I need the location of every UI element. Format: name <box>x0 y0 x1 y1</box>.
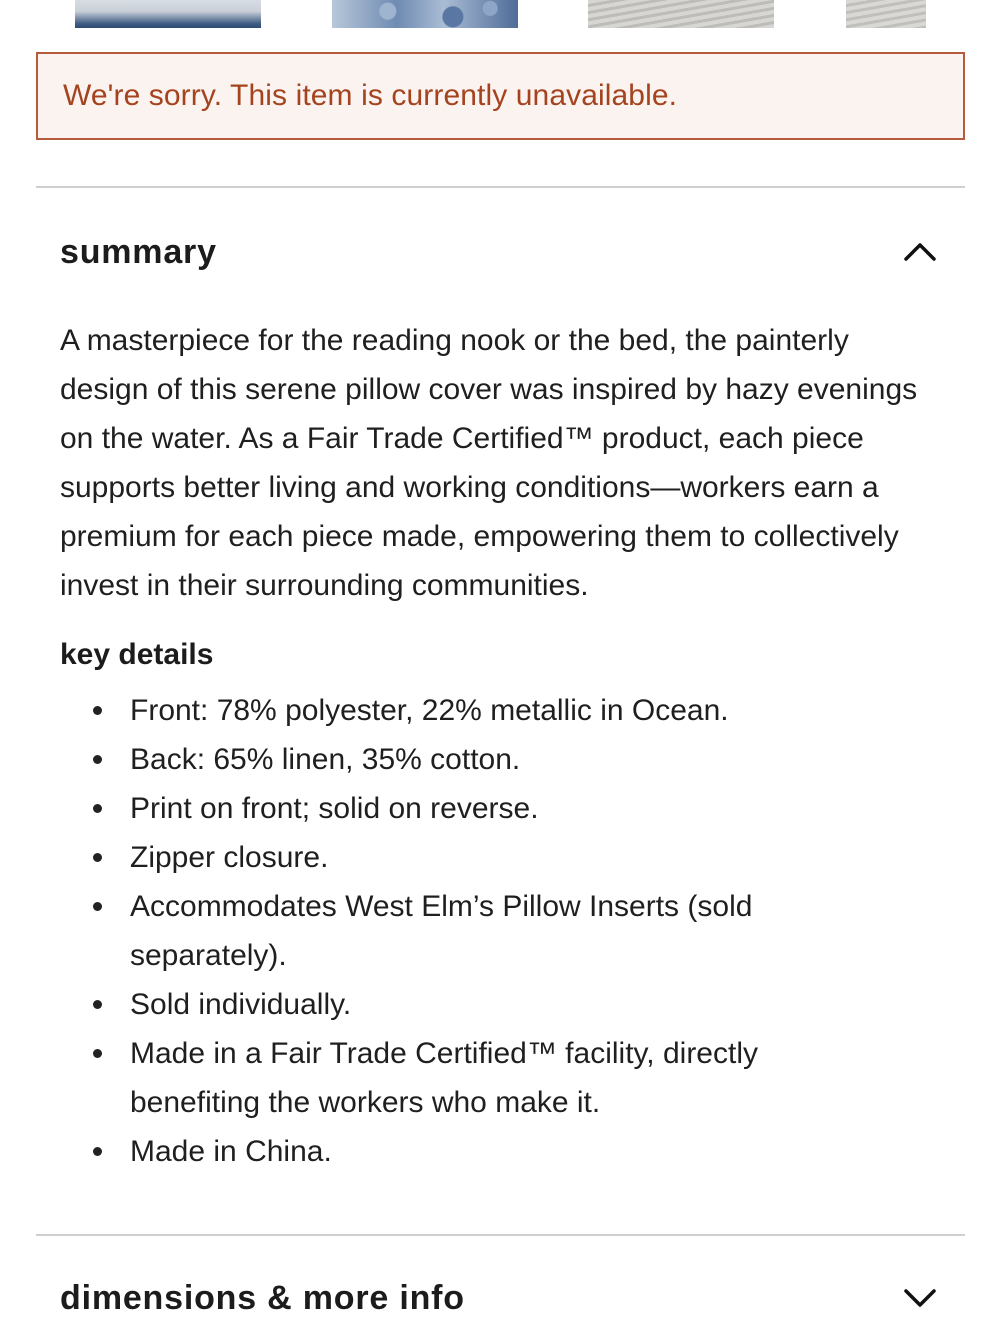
list-item <box>60 735 940 784</box>
list-item-text: Sold individually. <box>130 988 352 1021</box>
bullet-icon <box>93 804 102 813</box>
bullet-icon <box>93 1049 102 1058</box>
bullet-icon <box>93 902 102 911</box>
dimensions-title: dimensions & more info <box>60 1278 465 1317</box>
key-details-heading: key details <box>60 638 214 671</box>
summary-title: summary <box>60 232 217 271</box>
list-item <box>60 833 940 882</box>
dimensions-accordion-header[interactable] <box>60 1268 940 1328</box>
bullet-icon <box>93 755 102 764</box>
bullet-icon <box>93 1147 102 1156</box>
product-thumbnail-strip <box>0 0 1000 28</box>
product-thumbnail[interactable] <box>332 0 518 28</box>
list-item-text: Front: 78% polyester, 22% metallic in Ocean. <box>130 694 729 727</box>
unavailable-alert <box>36 52 965 140</box>
summary-accordion-header[interactable] <box>60 222 940 282</box>
key-details-list <box>60 686 940 1176</box>
section-divider <box>36 1234 965 1236</box>
summary-description: A masterpiece for the reading nook or the bed, the painterly design of this serene pillow cover was inspired by hazy evenings on the water. As a Fair Trade Certified™ product, each piece supports better living and working conditions—workers earn a premium for each piece made, empowering them to collectively invest in their surrounding communities. <box>60 324 918 602</box>
list-item-text: Made in China. <box>130 1135 332 1168</box>
list-item-text: Made in a Fair Trade Certified™ facility, directly benefiting the workers who make it. <box>130 1037 758 1119</box>
product-thumbnail[interactable] <box>588 0 774 28</box>
product-thumbnail[interactable] <box>75 0 261 28</box>
list-item <box>60 980 940 1029</box>
list-item <box>60 882 940 980</box>
list-item-text: Zipper closure. <box>130 841 329 874</box>
list-item-text: Accommodates West Elm’s Pillow Inserts (sold separately). <box>130 890 753 972</box>
list-item <box>60 686 940 735</box>
chevron-down-icon[interactable] <box>900 1278 940 1318</box>
bullet-icon <box>93 706 102 715</box>
list-item <box>60 1029 940 1127</box>
bullet-icon <box>93 1000 102 1009</box>
list-item-text: Print on front; solid on reverse. <box>130 792 539 825</box>
list-item <box>60 784 940 833</box>
chevron-up-icon[interactable] <box>900 232 940 272</box>
list-item <box>60 1127 940 1176</box>
product-thumbnail[interactable] <box>846 0 926 28</box>
alert-message: We're sorry. This item is currently unavailable. <box>63 79 678 112</box>
section-divider <box>36 186 965 188</box>
bullet-icon <box>93 853 102 862</box>
list-item-text: Back: 65% linen, 35% cotton. <box>130 743 521 776</box>
